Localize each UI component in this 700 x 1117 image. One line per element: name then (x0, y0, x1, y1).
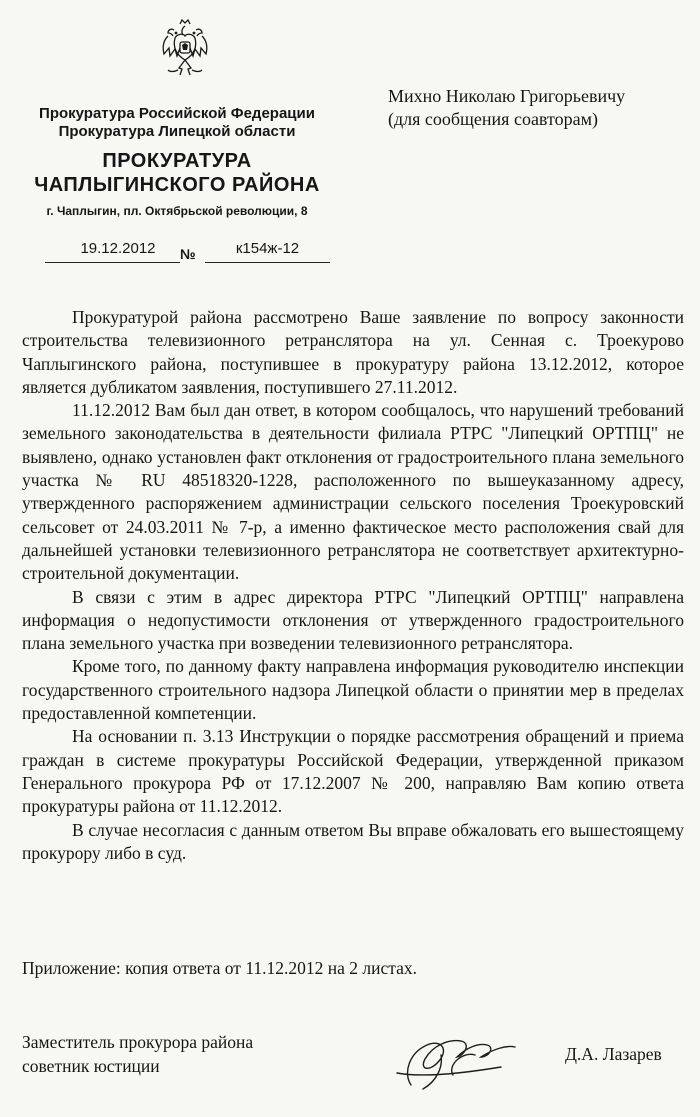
date-underline (45, 262, 180, 263)
org-address: г. Чаплыгин, пл. Октябрьской революции, 8 (46, 204, 308, 218)
number-sign: № (180, 246, 196, 262)
org-title-line2: ЧАПЛЫГИНСКОГО РАЙОНА (34, 174, 320, 196)
body-paragraph: Кроме того, по данному факту направлена информация руководителю инспекции государственного строительного надзора Липецкой области о принятии мер в пределах предоставленной компетенции. (22, 656, 684, 724)
number-underline (205, 262, 330, 263)
org-line-regional: Прокуратура Липецкой области (58, 123, 296, 140)
body-paragraph: 11.12.2012 Вам был дан ответ, в котором сообщалось, что нарушений требований земельного законодательства в деятельности филиала РТРС "Липецкий ОРТПЦ" не выявлено, однако установлен факт отклонения от градостроительного плана земельного участка № RU 48518320-1228, расположенного по вышеуказанному адресу, утвержденного распоряжением администрации сельского поселения Троекуровский сельсовет от 24.03.2011 № 7-р, а именно фактическое место расположения свай для дальнейшей установки телевизионного ретранслятора не соответствует архитектурно-строительной документации. (22, 400, 684, 584)
body-paragraph: Прокуратурой района рассмотрено Ваше заявление по вопросу законности строительства телевизионного ретранслятора на ул. Сенная с. Троекурово Чаплыгинского района, поступившее в прокуратуру района 13.12.2012, которое является дубликатом заявления, поступившего 27.11.2012. (22, 307, 684, 397)
date-number-row (45, 240, 335, 266)
letter-body (22, 306, 684, 865)
letter-date: 19.12.2012 (80, 240, 156, 257)
org-line-federal: Прокуратура Российской Федерации (39, 105, 315, 122)
signer-position-line1: Заместитель прокурора района (22, 1032, 254, 1052)
signer-position-line2: советник юстиции (22, 1056, 160, 1076)
body-paragraph: На основании п. 3.13 Инструкции о порядке рассмотрения обращений и приема граждан в системе прокуратуры Российской Федерации, утвержденной приказом Генерального прокурора РФ от 17.12.2007 № 200, направляю Вам копию ответа прокуратуры района от 11.12.2012. (22, 726, 684, 817)
handwritten-signature (383, 1015, 533, 1095)
addressee-note: (для сообщения соавторам) (388, 109, 598, 129)
addressee-block (388, 85, 625, 131)
body-paragraph: В случае несогласия с данным ответом Вы вправе обжаловать его вышестоящему прокурору либо в суд. (22, 819, 684, 863)
signer-name: Д.А. Лазарев (565, 1044, 662, 1064)
org-title-line1: ПРОКУРАТУРА (102, 150, 252, 172)
signer-position (22, 1030, 253, 1078)
attachment-note: Приложение: копия ответа от 11.12.2012 на 2 листах. (22, 958, 418, 978)
double-headed-eagle-emblem-icon (160, 18, 210, 82)
addressee-name: Михно Николаю Григорьевичу (388, 86, 626, 106)
letter-number: к154ж-12 (235, 240, 300, 257)
body-paragraph: В связи с этим в адрес директора РТРС "Липецкий ОРТПЦ" направлена информация о недопустимости отклонения от утвержденного градостроительного плана земельного участка при возведении телевизионного ретранслятора. (22, 586, 684, 654)
